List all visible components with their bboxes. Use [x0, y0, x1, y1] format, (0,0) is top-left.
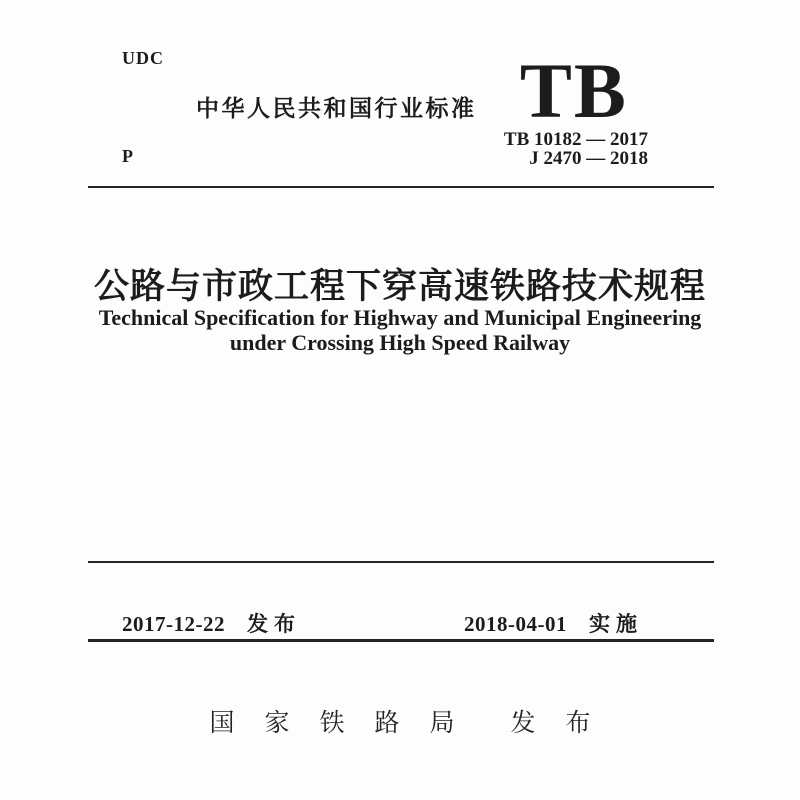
- header-divider-line: [88, 186, 714, 188]
- issue-date: 2017-12-22: [122, 612, 225, 636]
- dates-row: [0, 608, 800, 634]
- doc-class-label: P: [122, 146, 133, 166]
- title-chinese: 公路与市政工程下穿高速铁路技术规程: [93, 267, 706, 306]
- effective-date-label: 实施: [589, 613, 643, 636]
- publisher-action: 发布: [510, 709, 621, 737]
- publisher-row: [0, 703, 800, 739]
- standard-mark: TB: [519, 47, 628, 134]
- title-english-line2: under Crossing High Speed Railway: [229, 330, 571, 355]
- standard-id-block: [503, 47, 648, 169]
- standard-number-secondary: J 2470 — 2018: [529, 148, 648, 169]
- effective-date: 2018-04-01: [464, 612, 567, 636]
- effective-date-group: [464, 608, 643, 638]
- title-english-line1: Technical Specification for Highway and Municipal Engineering: [98, 305, 702, 330]
- standard-category-label: 中华人民共和国行业标准: [196, 95, 477, 121]
- standard-number-primary: TB 10182 — 2017: [503, 129, 648, 150]
- publisher-agency: 国家铁路局: [209, 709, 485, 737]
- issue-date-group: [122, 608, 301, 638]
- udc-label: UDC: [122, 48, 164, 68]
- issue-date-label: 发布: [247, 613, 301, 636]
- dates-top-divider-line: [88, 561, 714, 563]
- dates-bottom-divider-line: [88, 639, 714, 642]
